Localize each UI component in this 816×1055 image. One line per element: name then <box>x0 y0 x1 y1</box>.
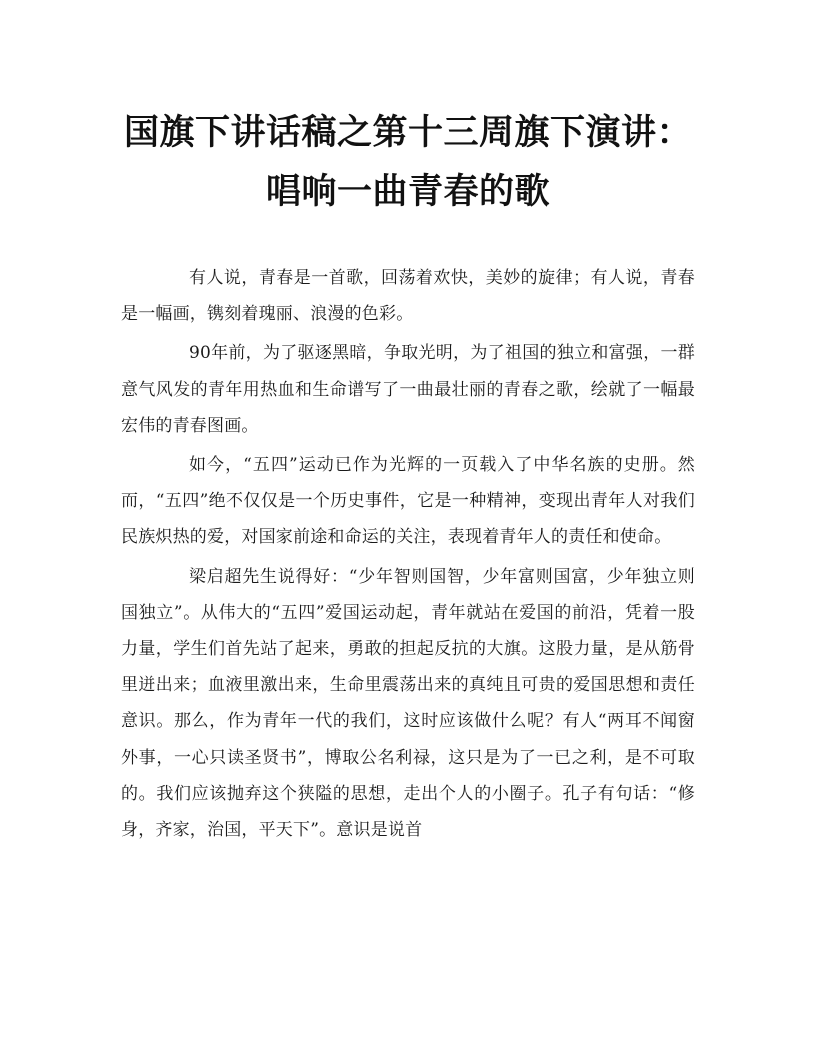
document-title: 国旗下讲话稿之第十三周旗下演讲：唱响一曲青春的歌 <box>123 113 692 212</box>
paragraph-4: 梁启超先生说得好：“少年智则国智，少年富则国富，少年独立则国独立”。从伟大的“五四”爱国运动起，青年就站在爱国的前沿，凭着一股力量，学生们首先站了起来，勇敢的担起反抗的大旗。这股力量，是从筋骨里迸出来；血液里激出来，生命里震荡出来的真纯且可贵的爱国思想和责任意识。那么，作为青年一代的我们，这时应该做什么呢？有人“两耳不闻窗外事，一心只读圣贤书”，博取公名利禄，这只是为了一已之利，是不可取的。我们应该抛弃这个狭隘的思想，走出个人的小圈子。孔子有句话：“修身，齐家，治国，平天下”。意识是说首 <box>121 566 695 841</box>
document-body <box>121 260 695 851</box>
paragraph-2: 90年前，为了驱逐黑暗，争取光明，为了祖国的独立和富强，一群意气风发的青年用热血和生命谱写了一曲最壮丽的青春之歌，绘就了一幅最宏伟的青春图画。 <box>121 343 695 436</box>
paragraph-1: 有人说，青春是一首歌，回荡着欢快，美妙的旋律；有人说，青春是一幅画，镌刻着瑰丽、浪漫的色彩。 <box>121 268 695 325</box>
paragraph-3: 如今，“五四”运动已作为光辉的一页载入了中华名族的史册。然而，“五四”绝不仅仅是一个历史事件，它是一种精神，变现出青年人对我们民族炽热的爱，对国家前途和命运的关注，表现着青年人的责任和使命。 <box>121 455 695 548</box>
